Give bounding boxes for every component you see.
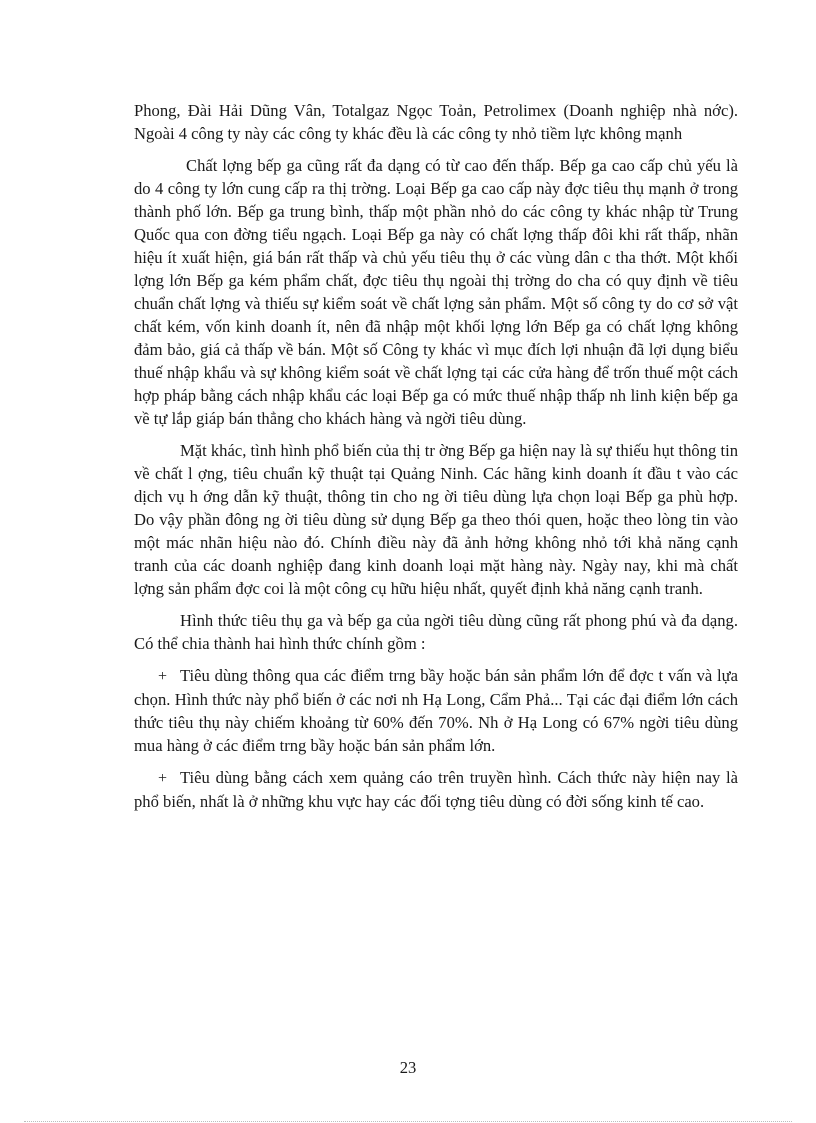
page-bottom-divider xyxy=(24,1121,792,1122)
paragraph-4: Hình thức tiêu thụ ga và bếp ga của ngời tiêu dùng cũng rất phong phú và đa dạng. Có thể chia thành hai hình thức chính gồm : xyxy=(134,611,738,653)
paragraph-1: Phong, Đài Hải Dũng Vân, Totalgaz Ngọc Toản, Petrolimex (Doanh nghiệp nhà nớc). Ngoài 4 công ty này các công ty khác đều là các công ty nhỏ tiềm lực không mạnh xyxy=(134,101,738,143)
list-item-1-text: Tiêu dùng thông qua các điểm trng bầy hoặc bán sản phẩm lớn để đợc t vấn và lựa chọn. Hình thức này phổ biến ở các nơi nh Hạ Long, Cẩm Phả... Tại các đại điểm lớn cách thức tiêu thụ này chiếm khoảng từ 60% đến 70%. Nh ở Hạ Long có 67% ngời tiêu dùng mua hàng ở các điểm trng bầy hoặc bán sản phẩm lớn. xyxy=(134,666,738,755)
paragraph-2: Chất lợng bếp ga cũng rất đa dạng có từ cao đến thấp. Bếp ga cao cấp chủ yếu là do 4 công ty lớn cung cấp ra thị trờng. Loại Bếp ga cao cấp này đợc tiêu thụ mạnh ở trong thành phố lớn. Bếp ga trung bình, thấp một phần nhỏ do các công ty khác nhập từ Trung Quốc qua con đờng tiểu ngạch. Loại Bếp ga này có chất lợng thấp đôi khi rất thấp, nhãn hiệu ít xuất hiện, giá bán rất thấp và chủ yếu tiêu thụ ở các vùng dân c tha thớt. Một khối lợng lớn Bếp ga kém phẩm chất, đợc tiêu thụ ngoài thị trờng do cha có quy định về tiêu chuẩn chất lợng và thiếu sự kiểm soát về chất lợng sản phẩm. Một số công ty do cơ sở vật chất kém, vốn kinh doanh ít, nên đã nhập một khối lợng lớn Bếp ga có chất lợng không đảm bảo, giá cả thấp về bán. Một số Công ty khác vì mục đích lợi nhuận đã lợi dụng biểu thuế nhập khẩu và sự không kiểm soát về chất lợng tại các cửa hàng để trốn thuế một cách hợp pháp bằng cách nhập khẩu các loại Bếp ga có mức thuế nhập thấp nh linh kiện bếp ga về tự lắp giáp bán thẳng cho khách hàng và ngời tiêu dùng. xyxy=(134,156,738,428)
list-item-1 xyxy=(134,664,738,757)
list-item-2 xyxy=(134,766,738,813)
paragraph-3: Mặt khác, tình hình phổ biến của thị tr ờng Bếp ga hiện nay là sự thiếu hụt thông tin về chất l ợng, tiêu chuẩn kỹ thuật tại Quảng Ninh. Các hãng kinh doanh ít đầu t vào các dịch vụ h ớng dẫn kỹ thuật, thông tin cho ng ời tiêu dùng lựa chọn loại Bếp ga phù hợp. Do vậy phần đông ng ời tiêu dùng sử dụng Bếp ga theo thói quen, hoặc theo lòng tin vào một mác nhãn hiệu nào đó. Chính điều này đã ảnh hởng không nhỏ tới khả năng cạnh tranh của các doanh nghiệp đang kinh doanh loại mặt hàng này. Ngày nay, khi mà chất lợng sản phẩm đợc coi là một công cụ hữu hiệu nhất, quyết định khả năng cạnh tranh. xyxy=(134,441,738,598)
plus-bullet-icon: + xyxy=(158,770,168,787)
body-text xyxy=(134,99,738,822)
list-item-2-text: Tiêu dùng bằng cách xem quảng cáo trên truyền hình. Cách thức này hiện nay là phổ biến, nhất là ở những khu vực hay các đối tợng tiêu dùng có đời sống kinh tế cao. xyxy=(134,768,738,811)
plus-bullet-icon: + xyxy=(158,668,168,685)
page-number: 23 xyxy=(399,1058,417,1077)
